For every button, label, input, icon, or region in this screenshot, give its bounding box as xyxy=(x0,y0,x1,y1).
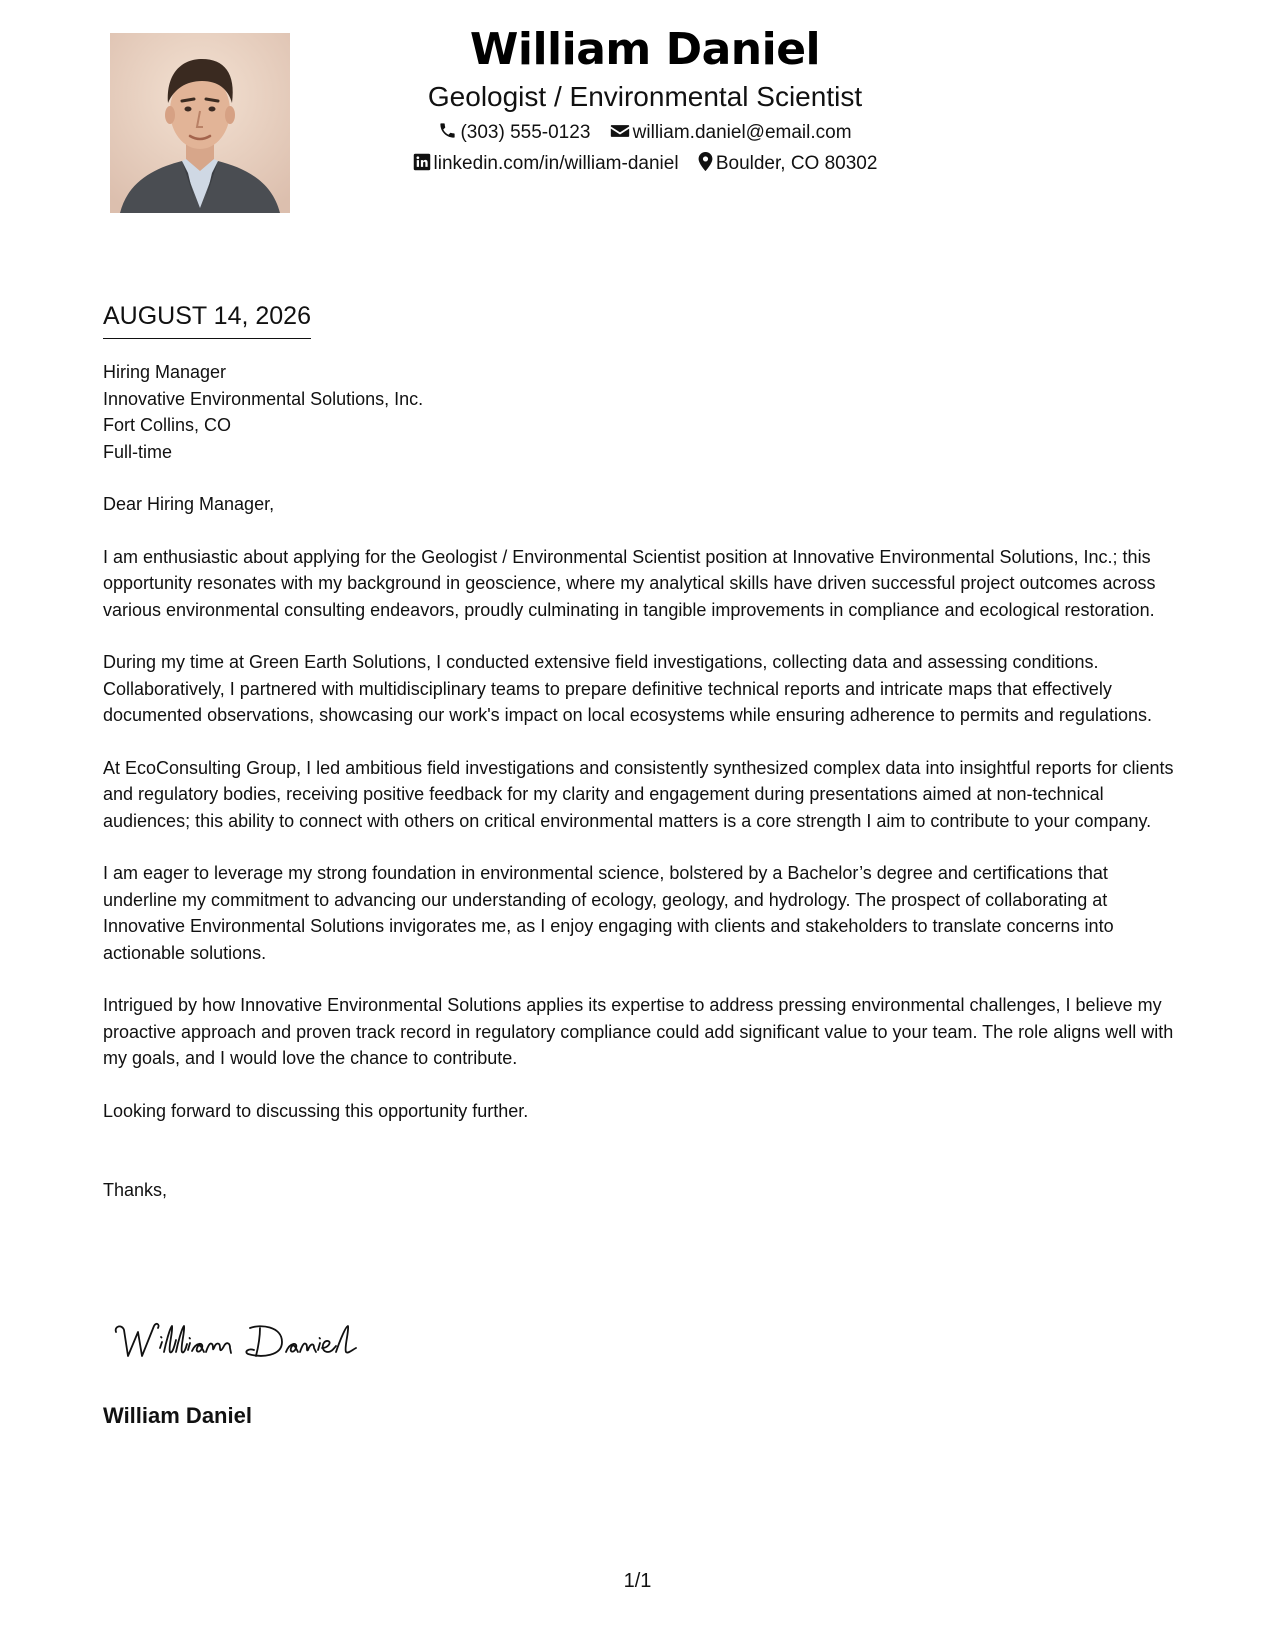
applicant-name: William Daniel xyxy=(469,24,821,75)
linkedin-icon xyxy=(413,153,431,171)
profile-photo xyxy=(110,33,290,213)
location-text: Boulder, CO 80302 xyxy=(715,153,878,174)
body-paragraph: I am enthusiastic about applying for the Geologist / Environmental Scientist position at Innovative Environmental Solutions, Inc.; this opportunity resonates with my background in geoscience, where my analytical skills have driven successful project outcomes across various environmental consulting endeavors, proudly culminating in tangible improvements in compliance and ecological restoration. xyxy=(103,546,1156,620)
phone-text: (303) 555-0123 xyxy=(460,122,591,143)
contact-row-1 xyxy=(330,121,960,145)
phone-contact[interactable] xyxy=(438,121,590,145)
applicant-title: Geologist / Environmental Scientist xyxy=(427,81,863,112)
letter-date: AUGUST 14, 2026 xyxy=(103,300,311,339)
handwritten-signature xyxy=(110,1318,370,1368)
linkedin-contact[interactable] xyxy=(413,152,679,176)
headshot-image xyxy=(110,33,290,213)
body-paragraph: During my time at Green Earth Solutions, I conducted extensive field investigations, collecting data and assessing conditions. Collaboratively, I partnered with multidisciplinary teams to prepare definitive technical reports and intricate maps that effectively documented observations, showcasing our work's impact on local ecosystems while ensuring adherence to permits and regulations. xyxy=(103,652,1152,725)
date-block xyxy=(103,300,311,339)
email-text: william.daniel@email.com xyxy=(632,122,852,143)
body-paragraph: Intrigued by how Innovative Environmental Solutions applies its expertise to address pressing environmental challenges, I believe my proactive approach and proven track record in regulatory compliance could add significant value to your team. The role aligns well with my goals, and I would love the chance to contribute. xyxy=(103,995,1174,1068)
letter-header xyxy=(330,20,960,176)
page-indicator: 1/1 xyxy=(623,1570,652,1592)
body-paragraph: I am eager to leverage my strong foundation in environmental science, bolstered by a Bachelor’s degree and certifications that underline my commitment to advancing our understanding of ecology, geology, and hydrology. The prospect of collaborating at Innovative Environmental Solutions invigorates me, as I enjoy engaging with clients and stakeholders to translate concerns into actionable solutions. xyxy=(103,863,1114,963)
letter-body xyxy=(103,359,1178,1204)
email-icon xyxy=(610,122,630,140)
recipient-line: Full-time xyxy=(103,441,173,462)
body-paragraph: At EcoConsulting Group, I led ambitious field investigations and consistently synthesized complex data into insightful reports for clients and regulatory bodies, receiving positive feedback for my clarity and engagement during presentations aimed at non-technical audiences; this ability to connect with others on critical environmental matters is a core strength I aim to contribute to your company. xyxy=(103,757,1174,831)
salutation: Dear Hiring Manager, xyxy=(103,494,275,514)
recipient-block xyxy=(103,359,1178,465)
location-contact xyxy=(698,152,878,176)
contact-row-2 xyxy=(330,152,960,176)
recipient-line: Fort Collins, CO xyxy=(103,415,232,435)
signer-name: William Daniel xyxy=(103,1403,252,1428)
recipient-line: Innovative Environmental Solutions, Inc. xyxy=(103,388,424,409)
signature-image xyxy=(110,1318,370,1368)
linkedin-text: linkedin.com/in/william-daniel xyxy=(433,153,679,174)
location-pin-icon xyxy=(698,152,713,171)
email-contact[interactable] xyxy=(610,121,852,145)
phone-icon xyxy=(438,121,457,140)
recipient-line: Hiring Manager xyxy=(103,362,227,382)
closing: Thanks, xyxy=(103,1180,168,1200)
body-paragraph: Looking forward to discussing this opportunity further. xyxy=(103,1100,529,1121)
